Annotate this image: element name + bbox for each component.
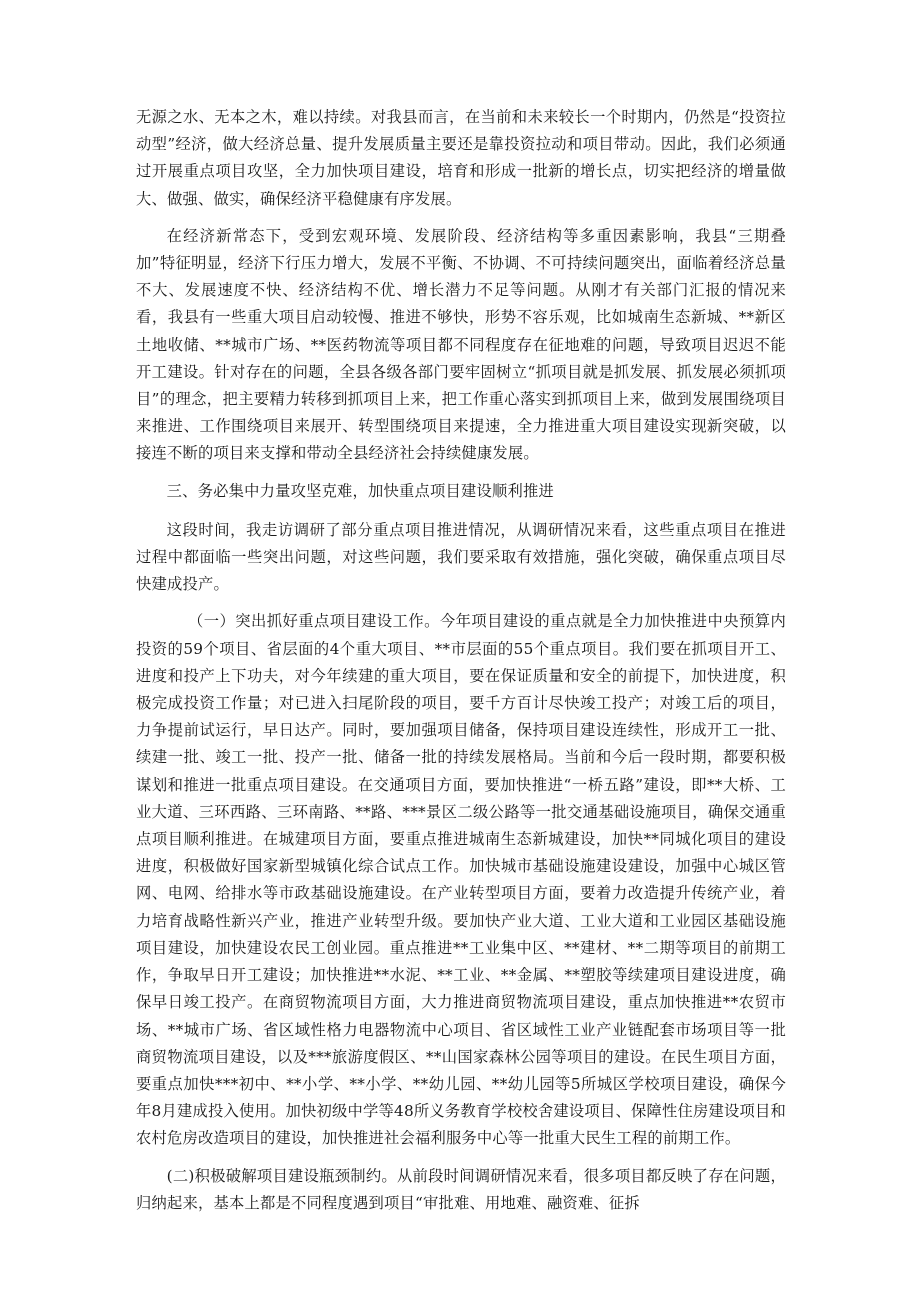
paragraph-research-visit: 这段时间，我走访调研了部分重点项目推进情况，从调研情况来看，这些重点项目在推进过程中都面临一些突出问题，对这些问题，我们要采取有效措施，强化突破，确保重点项目尽快建成投产。 bbox=[136, 520, 786, 594]
paragraph-new-normal: 在经济新常态下，受到宏观环境、发展阶段、经济结构等多重因素影响，我县“三期叠加”特征明显，经济下行压力增大，发展不平衡、不协调、不可持续问题突出，面临着经济总量不大、发展速度不快、经济结构不优、增长潜力不足等问题。从刚才有关部门汇报的情况来看，我县有一些重大项目启动较慢、推进不够快，形势不容乐观，比如城南生态新城、**新区土地收储、**城市广场、**医药物流等项目都不同程度存在征地难的问题，导致项目迟迟不能开工建设。针对存在的问题，全县各级各部门要牢固树立“抓项目就是抓发展、抓发展必须抓项目”的理念，把主要精力转移到抓项目上来，把工作重心落实到抓项目上来，做到发展围绕项目来推进、工作围绕项目来展开、转型围绕项目来提速，全力推进重大项目建设实现新突破，以接连不断的项目来支撑和带动全县经济社会持续健康发展。 bbox=[136, 226, 786, 463]
section-heading-three: 三、务必集中力量攻坚克难，加快重点项目建设顺利推进 bbox=[166, 481, 555, 500]
paragraph-bottlenecks: (二)积极破解项目建设瓶颈制约。从前段时间调研情况来看，很多项目都反映了存在问题，归纳起来，基本上都是不同程度遇到项目“审批难、用地难、融资难、征拆 bbox=[136, 1166, 786, 1212]
paragraph-key-projects: （一）突出抓好重点项目建设工作。今年项目建设的重点就是全力加快推进中央预算内投资的59个项目、省层面的4个重大项目、**市层面的55个重点项目。我们要在抓项目开工、进度和投产上下功夫，对今年续建的重大项目，要在保证质量和安全的前提下，加快进度，积极完成投资工作量；对已进入扫尾阶段的项目，要千方百计尽快竣工投产；对竣工后的项目，力争提前试运行，早日达产。同时，要加强项目储备，保持项目建设连续性，形成开工一批、续建一批、竣工一批、投产一批、储备一批的持续发展格局。当前和今后一段时期，都要积极谋划和推进一批重点项目建设。在交通项目方面，要加快推进“一桥五路”建设，即**大桥、工业大道、三环西路、三环南路、**路、***景区二级公路等一批交通基础设施项目，确保交通重点项目顺利推进。在城建项目方面，要重点推进城南生态新城建设，加快**同城化项目的建设进度，积极做好国家新型城镇化综合试点工作。加快城市基础设施建设建设，加强中心城区管网、电网、给排水等市政基础设施建设。在产业转型项目方面，要着力改造提升传统产业，着力培育战略性新兴产业，推进产业转型升级。要加快产业大道、工业大道和工业园区基础设施项目建设，加快建设农民工创业园。重点推进**工业集中区、**建材、**二期等项目的前期工作，争取早日开工建设；加快推进**水泥、**工业、**金属、**塑胶等续建项目建设进度，确保早日竣工投产。在商贸物流项目方面，大力推进商贸物流项目建设，重点加快推进**农贸市场、**城市广场、省区域性格力电器物流中心项目、省区域性工业产业链配套市场项目等一批商贸物流项目建设，以及***旅游度假区、**山国家森林公园等项目的建设。在民生项目方面，要重点加快***初中、**小学、**小学、**幼儿园、**幼儿园等5所城区学校项目建设，确保今年8月建成投入使用。加快初级中学等48所义务教育学校校舍建设项目、保障性住房建设项目和农村危房改造项目的建设，加快推进社会福利服务中心等一批重大民生工程的前期工作。 bbox=[136, 612, 786, 1148]
paragraph-investment-driven: 无源之水、无本之木，难以持续。对我县而言，在当前和未来较长一个时期内，仍然是“投资拉动型”经济，做大经济总量、提升发展质量主要还是靠投资拉动和项目带动。因此，我们必须通过开展重点项目攻坚，全力加快项目建设，培育和形成一批新的增长点，切实把经济的增量做大、做强、做实，确保经济平稳健康有序发展。 bbox=[136, 108, 786, 208]
document-page bbox=[136, 104, 786, 1227]
